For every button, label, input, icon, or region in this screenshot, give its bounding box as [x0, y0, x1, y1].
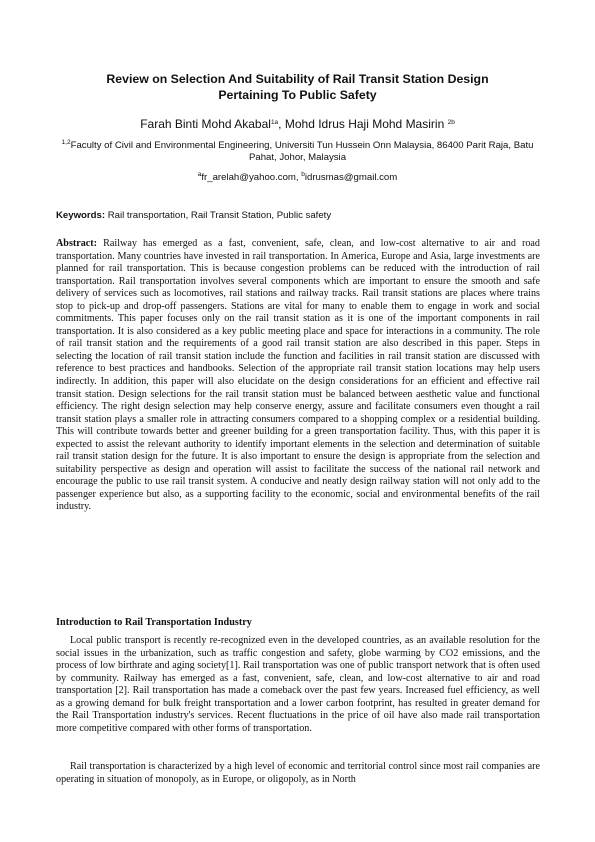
email-2-marker: b — [301, 171, 305, 178]
abstract-label: Abstract: — [56, 238, 98, 249]
intro-paragraph-2: Rail transportation is characterized by a high level of economic and territorial control since most rail companies are operating in situation of monopoly, as in Europe, or oligopoly, as in North — [56, 761, 540, 785]
author-2-marker: 2b — [447, 119, 455, 126]
author-1-name: Farah Binti Mohd Akabal — [140, 117, 271, 131]
email-1: fr_arelah@yahoo.com, — [201, 172, 302, 183]
title-line-2: Pertaining To Public Safety — [218, 88, 377, 102]
affiliation — [60, 140, 535, 164]
paper-title — [40, 71, 555, 103]
title-line-1: Review on Selection And Suitability of Rail Transit Station Design — [106, 72, 489, 86]
affiliation-marker: 1,2 — [61, 139, 71, 146]
email-2: idrusmas@gmail.com — [304, 172, 398, 183]
author-1-marker: 1a — [270, 119, 279, 126]
keywords — [56, 210, 540, 222]
intro-paragraph-1: Local public transport is recently re-recognized even in the developed countries, as an available resolution for the social issues in the urbanization, such as traffic congestion and safety, globe warming by CO2 emissions, and the process of low birthrate and aging society[1]. Rail transportation was one of public transport network that is often used by community. Railway has emerged as a fast, convenient, safe, clean, and low-cost alternative to air and road transportation [2]. Rail transportation has made a comeback over the past few years. Increased fuel efficiency, as well as a growing demand for bulk freight transportation and a lower carbon footprint, has resulted in greater demand for the Rail Transportation industry's services. Recent fluctuations in the price of oil have also made rail transportation more competitive compared with other forms of transportation. — [56, 635, 540, 734]
keywords-label: Keywords: — [56, 210, 106, 221]
author-2-name: Mohd Idrus Haji Mohd Masirin — [284, 117, 448, 131]
email-1-marker: a — [197, 171, 202, 178]
author-list — [40, 116, 555, 132]
keywords-text: Rail transportation, Rail Transit Station, Public safety — [105, 210, 332, 221]
affiliation-text: Faculty of Civil and Environmental Engineering, Universiti Tun Hussein Onn Malaysia, 86400 Parit Raja, Batu Pahat, Johor, Malaysia — [70, 140, 534, 163]
author-separator: , — [278, 117, 285, 131]
abstract — [56, 238, 540, 514]
author-emails — [40, 172, 555, 184]
section-heading-introduction: Introduction to Rail Transportation Industry — [56, 617, 252, 628]
abstract-text: Railway has emerged as a fast, convenient, safe, clean, and low-cost alternative to air and road transportation. Many countries have invested in rail transportation. In America, Europe and Asia, large investments are planned for rail transportation. This is because congestion problems can be reduced with the introduction of rail transportation. Rail transportation involves several components which are important to ensure the smooth and safe delivery of services such as locomotives, rail stations and railway tracks. Rail transit stations are places where trains stop to pick-up and drop-off passengers. Stations are vital for many to enable them to engage in work and social commitments. This paper focuses only on the rail transit station as it is one of the important components in rail transportation. It is also considered as a key public meeting place and space for interactions in a community. The role of rail transit station and the requirements of a good rail transit station are also described in this paper. Steps in selecting the location of rail transit station include the function and facilities in rail transit station are discussed with reference to best practices and handbooks. Selection of the appropriate rail transit station locations may help users indirectly. In addition, this paper will also elucidate on the design considerations for an efficient and effective rail transit station. Design selections for the rail transit station must be balanced between aesthetic value and functional efficiency. The right design selection may help conserve energy, assure and facilitate consumers even thought a rail transit station plays a smaller role in attracting consumers compared to a shopping complex or a residential building. This will contribute towards better and greener building for a green transportation facility. Thus, with this paper it is expected to assist the relevant authority to identify important elements in the selection and determination of suitable rail transit station design for the future. It is also important to ensure the design is appropriate from the selection and suitability perspective as design and operation will assist to facilitate the success of the national rail network and encourage the public to use rail transit system. A conducive and neatly design railway station will not only add to the passenger experience but also, as a supporting facility to the economic, social and environmental benefits of the rail industry. — [56, 238, 540, 513]
